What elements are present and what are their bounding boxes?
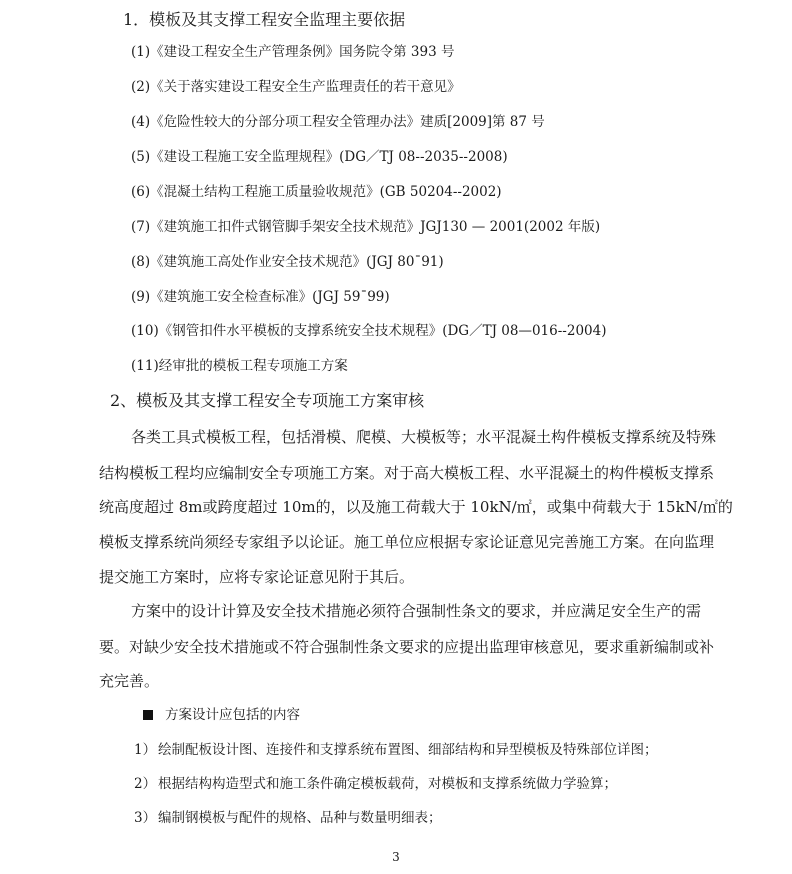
page-number: 3 (392, 850, 400, 864)
content-item-number: 1） (134, 742, 157, 758)
design-content-subheading-text: 方案设计应包括的内容 (165, 707, 300, 723)
reference-item-7: (7)《建筑施工扣件式钢管脚手架安全技术规范》JGJ130 — 2001(2002 年版) (131, 219, 601, 235)
content-item-text: 根据结构构造型式和施工条件确定模板载荷，对模板和支撑系统做力学验算； (158, 776, 617, 792)
content-item-text: 编制钢模板与配件的规格、品种与数量明细表； (158, 810, 442, 826)
reference-item-2: (2)《关于落实建设工程安全生产监理责任的若干意见》 (131, 79, 461, 95)
content-item-3 (134, 812, 442, 826)
paragraph-1-line-4: 模板支撑系统尚须经专家组予以论证。施工单位应根据专家论证意见完善施工方案。在向监理 (99, 533, 715, 551)
reference-item-5: (5)《建设工程施工安全监理规程》(DG／TJ 08--2035--2008) (131, 149, 508, 165)
section-1-heading: 1．模板及其支撑工程安全监理主要依据 (123, 10, 406, 29)
reference-item-11: (11)经审批的模板工程专项施工方案 (131, 358, 348, 374)
paragraph-2-line-3: 充完善。 (99, 672, 160, 690)
paragraph-1-line-1: 各类工具式模板工程，包括滑模、爬模、大模板等；水平混凝土构件模板支撑系统及特殊 (131, 428, 717, 446)
content-item-text: 绘制配板设计图、连接件和支撑系统布置图、细部结构和异型模板及特殊部位详图； (158, 742, 658, 758)
reference-item-8: (8)《建筑施工高处作业安全技术规范》(JGJ 80¯91) (131, 254, 444, 270)
design-content-subheading (143, 709, 300, 723)
reference-item-1: (1)《建设工程安全生产管理条例》国务院令第 393 号 (131, 44, 455, 60)
paragraph-2-line-1: 方案中的设计计算及安全技术措施必须符合强制性条文的要求，并应满足安全生产的需 (131, 602, 702, 620)
section-2-heading: 2、模板及其支撑工程安全专项施工方案审核 (110, 391, 425, 410)
reference-item-4: (4)《危险性较大的分部分项工程安全管理办法》建质[2009]第 87 号 (131, 114, 545, 130)
reference-item-10: (10)《钢管扣件水平模板的支撑系统安全技术规程》(DG／TJ 08—016--2004) (131, 323, 607, 339)
reference-item-6: (6)《混凝土结构工程施工质量验收规范》(GB 50204--2002) (131, 184, 502, 200)
square-bullet-icon (143, 710, 153, 720)
paragraph-2-line-2: 要。对缺少安全技术措施或不符合强制性条文要求的应提出监理审核意见，要求重新编制或补 (99, 638, 715, 656)
paragraph-1-line-3: 统高度超过 8m或跨度超过 10m的，以及施工荷载大于 10kN/㎡，或集中荷载大于 15kN/㎡的 (99, 498, 733, 516)
paragraph-1-line-5: 提交施工方案时，应将专家论证意见附于其后。 (99, 568, 415, 586)
reference-item-9: (9)《建筑施工安全检查标准》(JGJ 59¯99) (131, 289, 390, 305)
content-item-number: 3） (134, 810, 157, 826)
content-item-2 (134, 778, 617, 792)
content-item-number: 2） (134, 776, 157, 792)
content-item-1 (134, 744, 658, 758)
paragraph-1-line-2: 结构模板工程均应编制安全专项施工方案。对于高大模板工程、水平混凝土的构件模板支撑系 (99, 464, 715, 482)
